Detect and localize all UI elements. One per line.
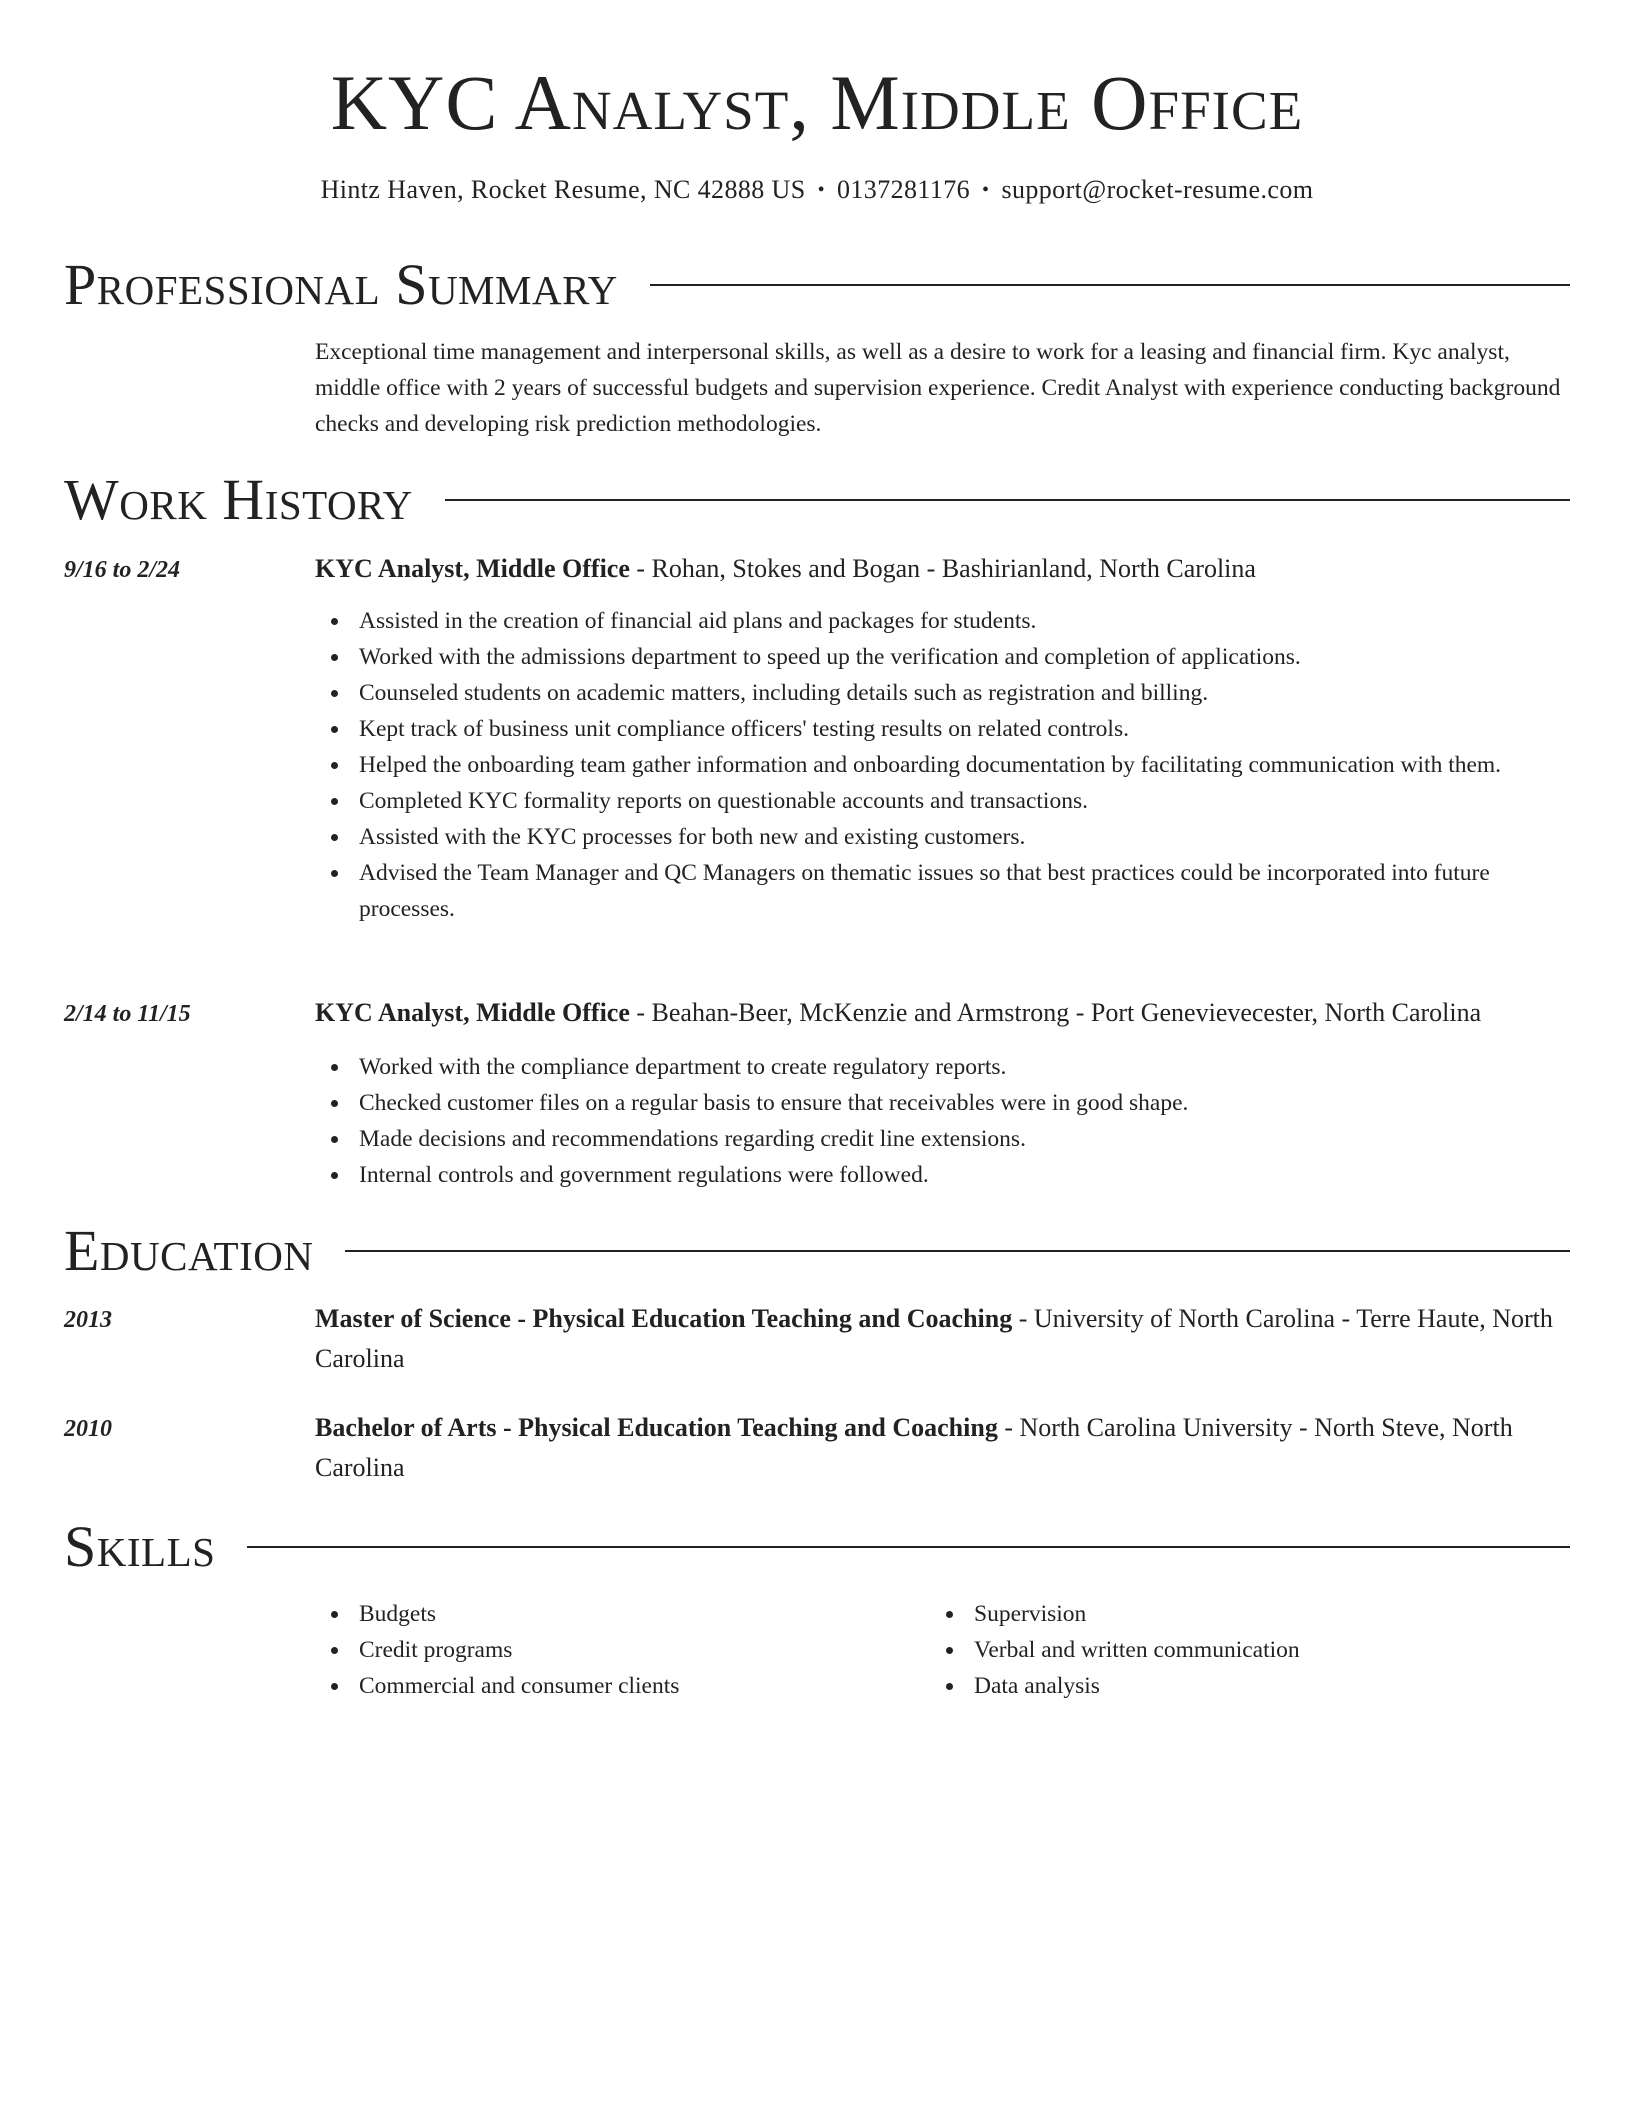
education-entry bbox=[315, 1408, 1570, 1488]
education-school: - University of North Carolina - Terre Haute, North Carolina bbox=[315, 1304, 1553, 1373]
skills-section-heading bbox=[64, 1515, 1570, 1579]
job-bullets bbox=[315, 603, 1570, 927]
job-dates: 2/14 to 11/15 bbox=[64, 1001, 191, 1027]
list-item: Counseled students on academic matters, including details such as registration and billing. bbox=[315, 675, 1570, 711]
contact-separator: • bbox=[817, 179, 825, 201]
section-divider bbox=[445, 499, 1570, 501]
summary-section-heading bbox=[64, 253, 1570, 317]
education-year: 2013 bbox=[64, 1307, 112, 1333]
education-degree: Bachelor of Arts - Physical Education Teaching and Coaching bbox=[315, 1413, 998, 1442]
job-title: KYC Analyst, Middle Office bbox=[315, 998, 630, 1027]
education-degree: Master of Science - Physical Education Teaching and Coaching bbox=[315, 1304, 1013, 1333]
section-divider bbox=[650, 284, 1570, 286]
list-item: Advised the Team Manager and QC Managers on thematic issues so that best practices could be incorporated into future processes. bbox=[315, 855, 1570, 927]
candidate-name: KYC Analyst, Middle Office bbox=[330, 59, 1304, 146]
list-item: Assisted in the creation of financial aid plans and packages for students. bbox=[315, 603, 1570, 639]
section-divider bbox=[345, 1250, 1570, 1252]
section-divider bbox=[247, 1546, 1570, 1548]
contact-phone: 0137281176 bbox=[837, 175, 971, 204]
list-item: Helped the onboarding team gather information and onboarding documentation by facilitating communication with them. bbox=[315, 747, 1570, 783]
list-item: Worked with the admissions department to speed up the verification and completion of applications. bbox=[315, 639, 1570, 675]
work-history-section-heading bbox=[64, 468, 1570, 532]
education-entry bbox=[315, 1299, 1570, 1379]
skill-item: Data analysis bbox=[930, 1668, 1632, 1704]
job-employer: - Beahan-Beer, McKenzie and Armstrong - Port Genevievecester, North Carolina bbox=[629, 998, 1482, 1027]
education-section-heading bbox=[64, 1219, 1570, 1283]
summary-heading: Professional Summary bbox=[64, 252, 618, 317]
skill-item: Credit programs bbox=[315, 1632, 1570, 1668]
contact-address: Hintz Haven, Rocket Resume, NC 42888 US bbox=[320, 175, 806, 204]
contact-line bbox=[64, 172, 1570, 208]
job-title: KYC Analyst, Middle Office bbox=[315, 554, 630, 583]
job-title-line bbox=[315, 993, 1570, 1033]
job-employer: - Rohan, Stokes and Bogan - Bashirianland, North Carolina bbox=[629, 554, 1256, 583]
work-history-heading: Work History bbox=[64, 467, 413, 532]
job-bullets bbox=[315, 1049, 1570, 1193]
skill-item: Verbal and written communication bbox=[930, 1632, 1632, 1668]
education-heading: Education bbox=[64, 1218, 314, 1283]
list-item: Assisted with the KYC processes for both new and existing customers. bbox=[315, 819, 1570, 855]
skills-list-right bbox=[930, 1596, 1632, 1704]
skill-item: Commercial and consumer clients bbox=[315, 1668, 1570, 1704]
list-item: Completed KYC formality reports on questionable accounts and transactions. bbox=[315, 783, 1570, 819]
list-item: Internal controls and government regulations were followed. bbox=[315, 1157, 1570, 1193]
education-year: 2010 bbox=[64, 1416, 112, 1442]
skill-item: Budgets bbox=[315, 1596, 1570, 1632]
list-item: Checked customer files on a regular basis to ensure that receivables were in good shape. bbox=[315, 1085, 1570, 1121]
job-dates: 9/16 to 2/24 bbox=[64, 557, 181, 583]
contact-separator: • bbox=[982, 179, 990, 201]
contact-email: support@rocket-resume.com bbox=[1001, 175, 1314, 204]
education-school: - North Carolina University - North Steve, North Carolina bbox=[315, 1413, 1513, 1482]
list-item: Kept track of business unit compliance officers' testing results on related controls. bbox=[315, 711, 1570, 747]
skill-item: Supervision bbox=[930, 1596, 1632, 1632]
summary-text: Exceptional time management and interpersonal skills, as well as a desire to work for a leasing and financial firm. Kyc analyst, middle office with 2 years of successful budgets and supervision experience. Credit Analyst with experience conducting background checks and developing risk prediction methodologies. bbox=[315, 339, 1561, 437]
list-item: Made decisions and recommendations regarding credit line extensions. bbox=[315, 1121, 1570, 1157]
job-title-line bbox=[315, 549, 1570, 589]
skills-heading: Skills bbox=[64, 1514, 216, 1579]
list-item: Worked with the compliance department to create regulatory reports. bbox=[315, 1049, 1570, 1085]
